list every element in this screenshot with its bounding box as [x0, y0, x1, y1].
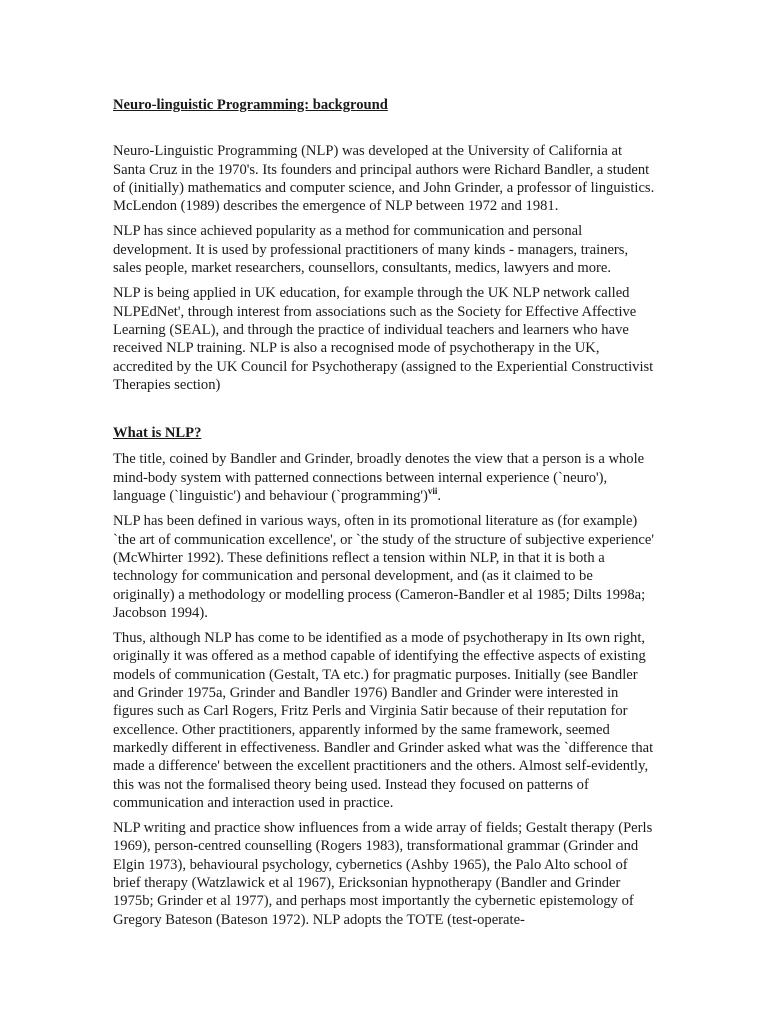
paragraph-influences: NLP writing and practice show influences from a wide array of fields; Gestalt therapy (Perls 1969), person-centred counselling (Rogers 1983), transformational grammar (Grinder and Elgin 1973), behavioural psychology, cybernetics (Ashby 1965), the Palo Alto school of brief therapy (Watzlawick et al 1967), Ericksonian hypnotherapy (Bandler and Grinder 1975b; Grinder et al 1977), and perhaps most importantly the cybernetic epistemology of Gregory Bateson (Bateson 1972). NLP adopts the TOTE (test-operate-	[113, 820, 653, 928]
paragraph-psychotherapy: Thus, although NLP has come to be identified as a mode of psychotherapy in Its own right, originally it was offered as a method capable of identifying the effective aspects of existing models of communication (Gestalt, TA etc.) for pragmatic purposes. Initially (see Bandler and Grinder 1975a, Grinder and Bandler 1976) Bandler and Grinder were interested in figures such as Carl Rogers, Fritz Perls and Virginia Satir because of their reputation for excellence. Other practitioners, apparently informed by the same framework, seemed markedly different in effectiveness. Bandler and Grinder asked what was the `difference that made a difference' between the excellent practitioners and the others. Almost self-evidently, this was not the formalised theory being used. Instead they focused on patterns of communication and interaction used in practice.	[113, 630, 654, 811]
document-title: Neuro-linguistic Programming: background	[113, 97, 388, 113]
paragraph-title-meaning-end: .	[437, 488, 442, 505]
paragraph-title-meaning-text: The title, coined by Bandler and Grinder, broadly denotes the view that a person is a whole mind-body system with patterned connections between internal experience (`neuro'), language (`linguistic') and behaviour (`programming')	[113, 451, 645, 505]
footnote-reference: vii	[427, 486, 438, 497]
paragraph-origins: Neuro-Linguistic Programming (NLP) was developed at the University of California at Santa Cruz in the 1970's. Its founders and principal authors were Richard Bandler, a student of (initially) mathematics and computer science, and John Grinder, a professor of linguistics. McLendon (1989) describes the emergence of NLP between 1972 and 1981.	[113, 143, 655, 215]
paragraph-definitions: NLP has been defined in various ways, often in its promotional literature as (for example) `the art of communication excellence', or `the study of the structure of subjective experience' (McWhirter 1992). These definitions reflect a tension within NLP, in that it is both a technology for communication and personal development, and (as it claimed to be originally) a methodology or modelling process (Cameron-Bandler et al 1985; Dilts 1998a; Jacobson 1994).	[113, 513, 654, 621]
paragraph-uk-education: NLP is being applied in UK education, for example through the UK NLP network called NLPEdNet', through interest from associations such as the Society for Effective Affective Learning (SEAL), and through the practice of individual teachers and learners who have received NLP training. NLP is also a recognised mode of psychotherapy in the UK, accredited by the UK Council for Psychotherapy (assigned to the Experiential Constructivist Therapies section)	[113, 285, 654, 393]
section-heading-what-is-nlp: What is NLP?	[113, 425, 202, 442]
document-body	[113, 96, 658, 936]
paragraph-title-meaning	[113, 450, 658, 505]
paragraph-popularity: NLP has since achieved popularity as a method for communication and personal development. It is used by professional practitioners of many kinds - managers, trainers, sales people, market researchers, counsellors, consultants, medics, lawyers and more.	[113, 223, 629, 277]
